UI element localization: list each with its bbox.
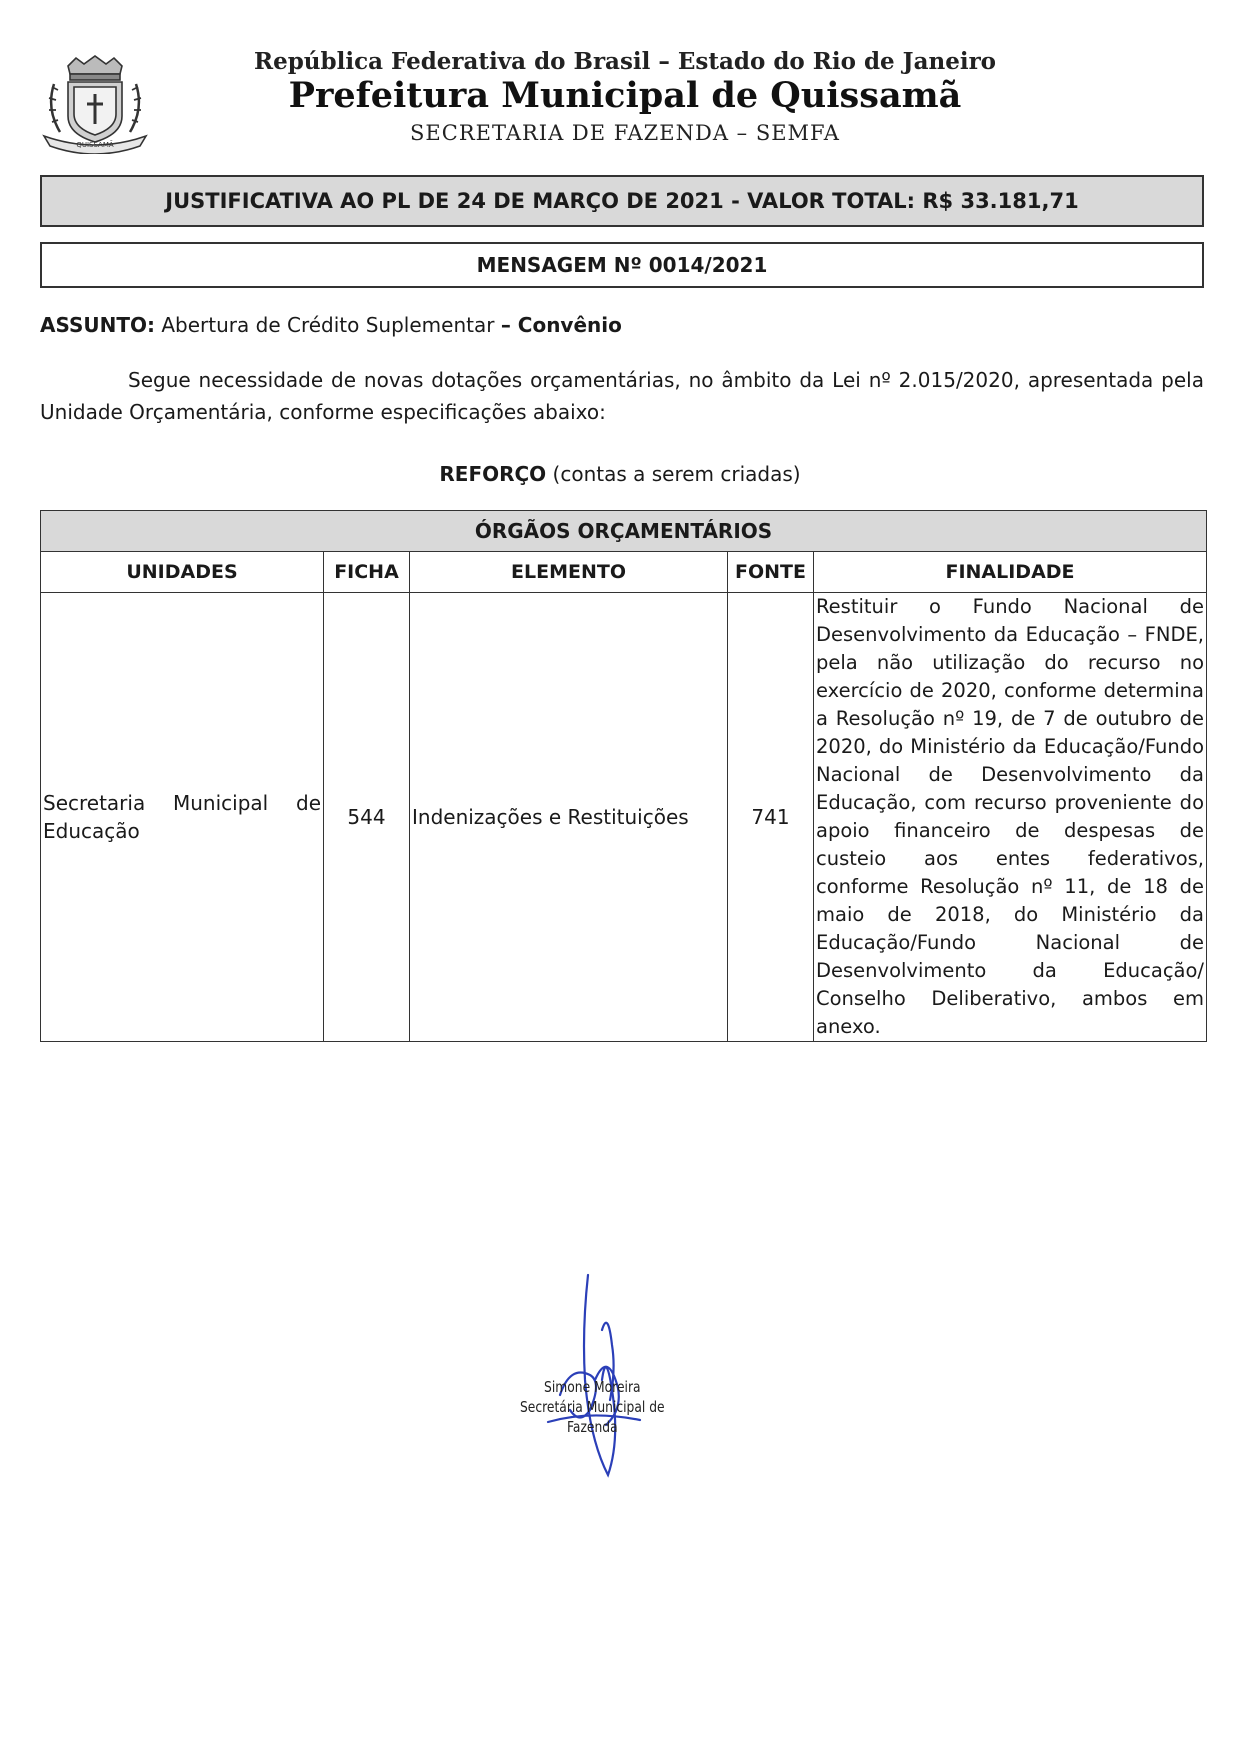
signatory-role: Secretária Municipal de Fazenda [519,1398,665,1436]
cell-unidade: Secretaria Municipal de Educação [41,593,324,1042]
reforco-rest: (contas a serem criadas) [552,462,801,486]
header-fonte: FONTE [728,552,814,593]
letterhead [0,48,1240,163]
orcamentarios-table [40,510,1207,1042]
header-ficha: FICHA [324,552,410,593]
secretaria-line: SECRETARIA DE FAZENDA – SEMFA [410,121,840,145]
justificativa-banner: JUSTIFICATIVA AO PL DE 24 DE MARÇO DE 2021 - VALOR TOTAL: R$ 33.181,71 [40,175,1204,227]
assunto-label: ASSUNTO: [40,313,156,337]
header-finalidade: FINALIDADE [814,552,1207,593]
cell-finalidade: Restituir o Fundo Nacional de Desenvolvimento da Educação – FNDE, pela não utilização do recurso no exercício de 2020, conforme determina a Resolução nº 19, de 7 de outubro de 2020, do Ministério da Educação/Fundo Nacional de Desenvolvimento da Educação, com recurso proveniente do apoio financeiro de despesas de custeio aos entes federativos, conforme Resolução nº 11, de 18 de maio de 2018, do Ministério da Educação/Fundo Nacional de Desenvolvimento da Educação/ Conselho Deliberativo, ambos em anexo. [814,593,1207,1042]
crest-ribbon-text: QUISSAMÃ [76,141,114,149]
letterhead-text [230,48,1020,150]
signatory-name: Simone Moreira [544,1378,641,1396]
mensagem-banner: MENSAGEM Nº 0014/2021 [40,242,1204,288]
cell-fonte: 741 [728,593,814,1042]
assunto-line [40,313,622,337]
body-paragraph [40,364,1204,428]
assunto-bold: – Convênio [500,313,622,337]
cell-ficha: 544 [324,593,410,1042]
reforco-bold: REFORÇO [439,462,547,486]
table-row [41,593,1207,1042]
municipal-crest-icon [40,54,150,154]
signature-block [498,1377,687,1437]
assunto-text: Abertura de Crédito Suplementar [161,313,495,337]
body-text: Segue necessidade de novas dotações orçamentárias, no âmbito da Lei nº 2.015/2020, apresentada pela Unidade Orçamentária, conforme especificações abaixo: [40,368,1204,424]
prefeitura-title: Prefeitura Municipal de Quissamã [288,75,962,116]
country-state-line: República Federativa do Brasil – Estado do Rio de Janeiro [253,48,997,75]
cell-elemento: Indenizações e Restituições [410,593,728,1042]
header-unidades: UNIDADES [41,552,324,593]
table-title: ÓRGÃOS ORÇAMENTÁRIOS [41,511,1207,552]
reforco-heading [0,462,1240,486]
header-elemento: ELEMENTO [410,552,728,593]
